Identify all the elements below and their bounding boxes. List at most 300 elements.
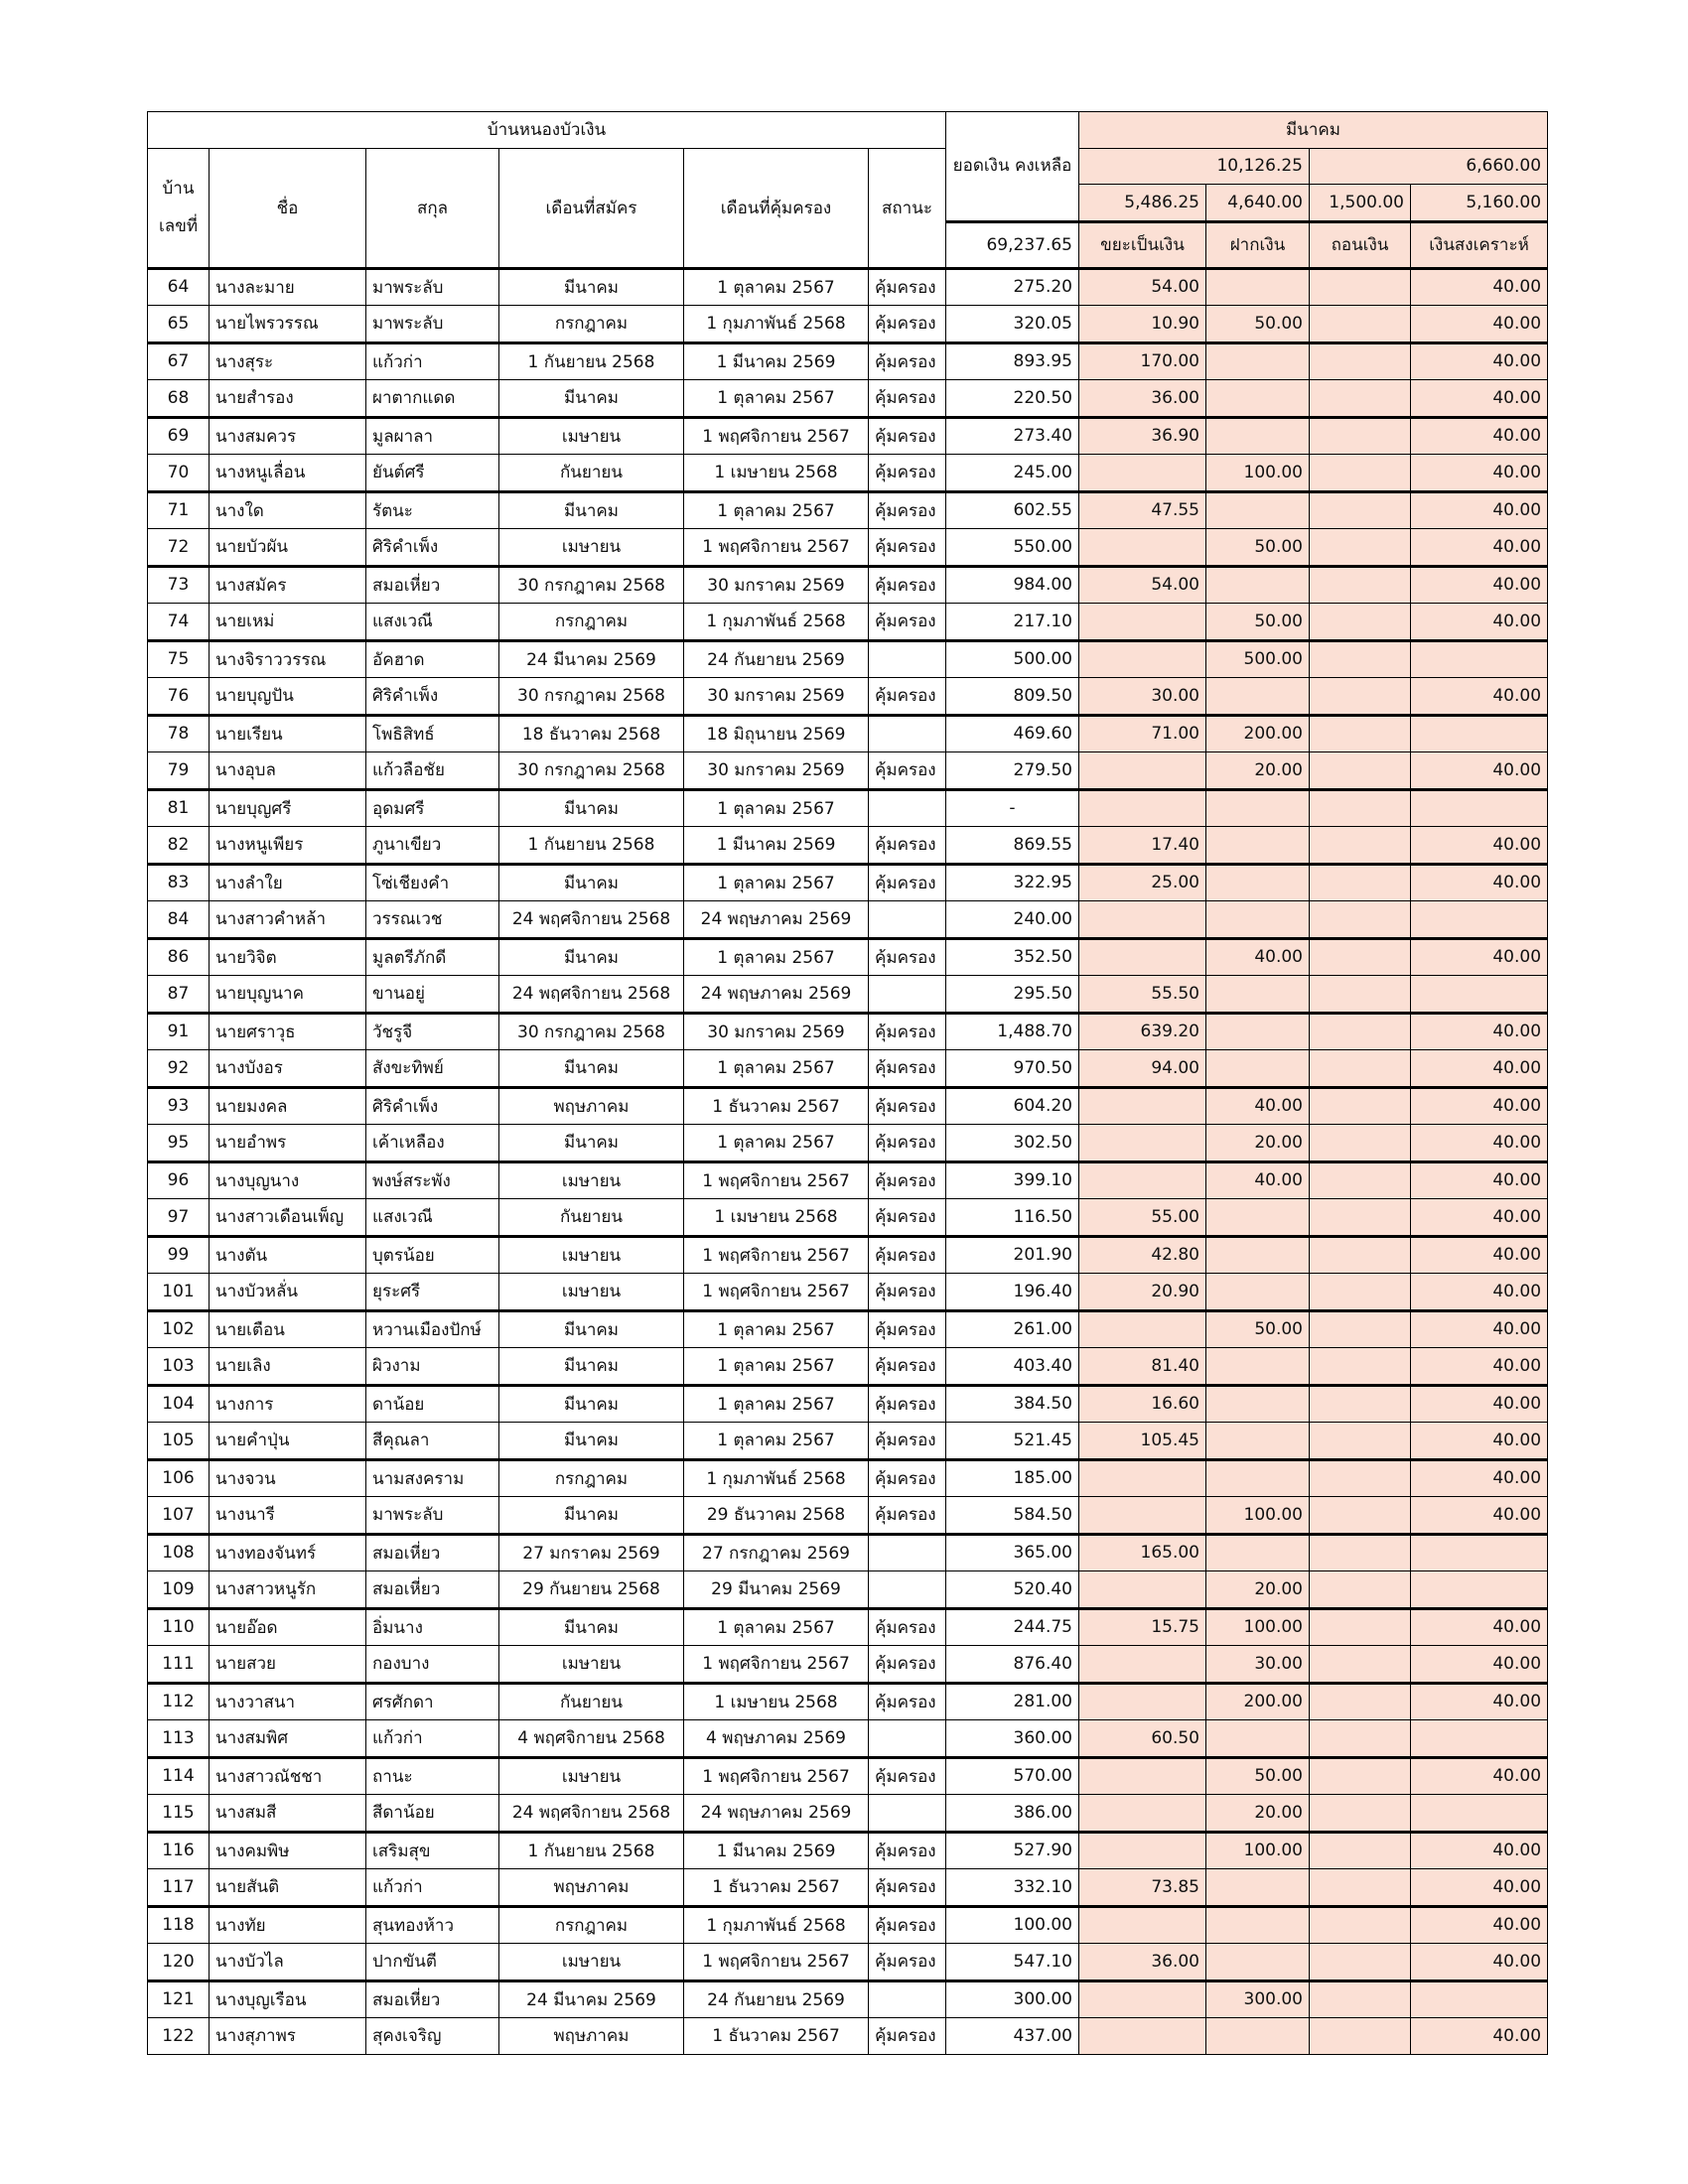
balance-cell: 602.55 [946,491,1079,529]
deposit-cell [1206,1199,1310,1237]
protect-month-cell: 24 พฤษภาคม 2569 [684,1795,869,1833]
balance-cell: 1,488.70 [946,1013,1079,1050]
withdraw-cell [1310,715,1411,752]
balance-cell: 500.00 [946,640,1079,678]
waste-cell [1079,1459,1206,1497]
balance-cell: 893.95 [946,342,1079,380]
deposit-cell [1206,491,1310,529]
month-header: มีนาคม [1079,112,1548,149]
surname-cell: วรรณเวช [366,901,499,939]
surname-cell: บุตรน้อย [366,1236,499,1274]
table-row [148,604,1548,641]
status-cell: คุ้มครอง [869,678,946,716]
apply-month-cell: มีนาคม [499,789,684,827]
welfare-cell [1411,715,1548,752]
house-no-cell: 106 [148,1459,210,1497]
status-cell: คุ้มครอง [869,864,946,901]
balance-cell: 281.00 [946,1683,1079,1720]
welfare-cell: 40.00 [1411,1646,1548,1684]
balance-cell: 240.00 [946,901,1079,939]
table-row [148,901,1548,939]
withdraw-cell [1310,1869,1411,1907]
first-name-cell: นายอ๊อด [210,1608,366,1646]
table-row [148,1980,1548,2018]
withdraw-cell [1310,1125,1411,1162]
first-name-cell: นางทัย [210,1906,366,1944]
surname-cell: อิ่มนาง [366,1608,499,1646]
house-no-cell: 101 [148,1274,210,1311]
first-name-cell: นายสวย [210,1646,366,1684]
balance-cell: 584.50 [946,1497,1079,1535]
balance-cell: 869.55 [946,827,1079,865]
table-title: บ้านหนองบัวเงิน [148,112,946,149]
apply-month-cell: มีนาคม [499,1310,684,1348]
apply-month-cell: มีนาคม [499,938,684,976]
balance-cell: 220.50 [946,380,1079,418]
welfare-cell [1411,640,1548,678]
status-cell: คุ้มครอง [869,1832,946,1869]
surname-cell: วัชรูจี [366,1013,499,1050]
first-name-cell: นางสุภาพร [210,2018,366,2055]
first-name-cell: นางบัวหลั่น [210,1274,366,1311]
first-name-cell: นายคำปุ่น [210,1423,366,1460]
protect-month-cell: 24 กันยายน 2569 [684,640,869,678]
house-no-cell: 81 [148,789,210,827]
house-no-cell: 115 [148,1795,210,1833]
waste-cell: 36.90 [1079,417,1206,455]
deposit-cell: 500.00 [1206,640,1310,678]
deposit-cell [1206,678,1310,716]
first-name-cell: นายศราวุธ [210,1013,366,1050]
protect-month-cell: 1 ธันวาคม 2567 [684,2018,869,2055]
table-row [148,268,1548,306]
table-row [148,752,1548,790]
deposit-cell [1206,1534,1310,1571]
table-row [148,1720,1548,1758]
table-row [148,1571,1548,1609]
table-row [148,1906,1548,1944]
protect-month-cell: 29 ธันวาคม 2568 [684,1497,869,1535]
protect-month-cell: 1 กุมภาพันธ์ 2568 [684,1459,869,1497]
house-no-cell: 78 [148,715,210,752]
apply-month-cell: เมษายน [499,1274,684,1311]
house-no-cell: 104 [148,1385,210,1423]
withdraw-cell [1310,1310,1411,1348]
table-row [148,1310,1548,1348]
apply-month-cell: กันยายน [499,1683,684,1720]
first-name-cell: นางหนูเลื่อน [210,455,366,492]
balance-cell: 279.50 [946,752,1079,790]
house-no-cell: 96 [148,1161,210,1199]
surname-cell: ปากขันตี [366,1944,499,1981]
first-name-cell: นายบุญนาค [210,976,366,1014]
balance-cell: - [946,789,1079,827]
deposit-cell: 40.00 [1206,938,1310,976]
house-no-cell: 103 [148,1348,210,1386]
apply-month-cell: มีนาคม [499,268,684,306]
waste-cell [1079,901,1206,939]
protect-month-cell: 1 พฤศจิกายน 2567 [684,529,869,567]
waste-cell: 10.90 [1079,306,1206,343]
withdraw-cell [1310,1348,1411,1386]
withdraw-cell [1310,529,1411,567]
deposit-cell [1206,1944,1310,1981]
waste-cell: 94.00 [1079,1050,1206,1088]
first-name-cell: นางละมาย [210,268,366,306]
balance-grand-total: 69,237.65 [946,221,1079,268]
house-no-cell: 86 [148,938,210,976]
deposit-cell [1206,789,1310,827]
status-cell: คุ้มครอง [869,1944,946,1981]
table-row [148,678,1548,716]
house-no-cell: 110 [148,1608,210,1646]
first-name-cell: นางวาสนา [210,1683,366,1720]
balance-cell: 244.75 [946,1608,1079,1646]
deposit-cell [1206,1423,1310,1460]
apply-month-cell: 30 กรกฎาคม 2568 [499,752,684,790]
table-row [148,1646,1548,1684]
house-no-cell: 113 [148,1720,210,1758]
table-row [148,1236,1548,1274]
deposit-cell: 20.00 [1206,1125,1310,1162]
balance-cell: 100.00 [946,1906,1079,1944]
table-row [148,417,1548,455]
total-withdraw: 1,500.00 [1310,185,1411,222]
status-cell: คุ้มครอง [869,1087,946,1125]
withdraw-cell [1310,976,1411,1014]
status-cell: คุ้มครอง [869,268,946,306]
first-name-cell: นายสันติ [210,1869,366,1907]
waste-cell: 25.00 [1079,864,1206,901]
status-cell: คุ้มครอง [869,1757,946,1795]
surname-cell: ผิวงาม [366,1348,499,1386]
waste-cell [1079,2018,1206,2055]
house-no-header: บ้าน เลขที่ [148,148,210,268]
protect-month-cell: 1 ตุลาคม 2567 [684,1310,869,1348]
deposit-cell [1206,901,1310,939]
protect-month-cell: 1 ตุลาคม 2567 [684,789,869,827]
welfare-cell: 40.00 [1411,455,1548,492]
ledger-body [148,268,1548,2054]
protect-month-header: เดือนที่คุ้มครอง [684,148,869,268]
surname-cell: ศรศักดา [366,1683,499,1720]
withdraw-cell [1310,306,1411,343]
table-row [148,1497,1548,1535]
status-cell [869,640,946,678]
withdraw-cell [1310,938,1411,976]
deposit-cell [1206,268,1310,306]
apply-month-cell: มีนาคม [499,1050,684,1088]
protect-month-cell: 27 กรกฎาคม 2569 [684,1534,869,1571]
apply-month-cell: มีนาคม [499,1608,684,1646]
protect-month-cell: 1 ตุลาคม 2567 [684,864,869,901]
protect-month-cell: 1 ธันวาคม 2567 [684,1869,869,1907]
withdraw-cell [1310,1087,1411,1125]
protect-month-cell: 1 ตุลาคม 2567 [684,1348,869,1386]
welfare-cell [1411,1795,1548,1833]
status-cell: คุ้มครอง [869,566,946,604]
apply-month-cell: มีนาคม [499,1385,684,1423]
house-no-cell: 114 [148,1757,210,1795]
first-name-cell: นายบัวผัน [210,529,366,567]
first-name-cell: นางบัวไล [210,1944,366,1981]
table-row [148,1161,1548,1199]
first-name-cell: นางนารี [210,1497,366,1535]
surname-cell: แก้วก่า [366,1869,499,1907]
withdraw-cell [1310,1013,1411,1050]
status-header: สถานะ [869,148,946,268]
first-name-cell: นายเลิง [210,1348,366,1386]
status-cell [869,1795,946,1833]
welfare-cell [1411,1534,1548,1571]
waste-cell [1079,1646,1206,1684]
withdraw-cell [1310,417,1411,455]
balance-cell: 320.05 [946,306,1079,343]
status-cell: คุ้มครอง [869,1459,946,1497]
table-row [148,1683,1548,1720]
waste-cell [1079,1906,1206,1944]
table-row [148,1199,1548,1237]
protect-month-cell: 1 เมษายน 2568 [684,1683,869,1720]
first-name-cell: นางสุระ [210,342,366,380]
surname-cell: ภูนาเขียว [366,827,499,865]
welfare-cell: 40.00 [1411,1274,1548,1311]
apply-month-cell: กันยายน [499,1199,684,1237]
balance-cell: 403.40 [946,1348,1079,1386]
protect-month-cell: 1 ตุลาคม 2567 [684,268,869,306]
table-row [148,306,1548,343]
house-no-cell: 65 [148,306,210,343]
status-cell: คุ้มครอง [869,1906,946,1944]
waste-cell: 81.40 [1079,1348,1206,1386]
surname-cell: ดาน้อย [366,1385,499,1423]
balance-cell: 245.00 [946,455,1079,492]
deposit-cell [1206,417,1310,455]
surname-cell: สุนทองห้าว [366,1906,499,1944]
table-row [148,1832,1548,1869]
table-row [148,1423,1548,1460]
first-name-cell: นางจวน [210,1459,366,1497]
apply-month-cell: 18 ธันวาคม 2568 [499,715,684,752]
house-no-cell: 82 [148,827,210,865]
welfare-cell: 40.00 [1411,1013,1548,1050]
apply-month-cell: 4 พฤศจิกายน 2568 [499,1720,684,1758]
welfare-cell: 40.00 [1411,938,1548,976]
house-no-cell: 95 [148,1125,210,1162]
welfare-cell: 40.00 [1411,1125,1548,1162]
withdraw-cell [1310,604,1411,641]
welfare-cell: 40.00 [1411,1423,1548,1460]
deposit-cell: 200.00 [1206,1683,1310,1720]
house-no-cell: 97 [148,1199,210,1237]
first-name-cell: นายวิจิต [210,938,366,976]
table-row [148,1087,1548,1125]
deposit-cell [1206,827,1310,865]
waste-cell [1079,1795,1206,1833]
surname-cell: ศิริคำเพ็ง [366,678,499,716]
deposit-cell [1206,1906,1310,1944]
deposit-cell: 100.00 [1206,1832,1310,1869]
house-no-cell: 70 [148,455,210,492]
surname-cell: สุคงเจริญ [366,2018,499,2055]
first-name-cell: นายเตือน [210,1310,366,1348]
waste-cell: 42.80 [1079,1236,1206,1274]
withdraw-cell [1310,1497,1411,1535]
welfare-cell: 40.00 [1411,752,1548,790]
apply-month-cell: 24 พฤศจิกายน 2568 [499,1795,684,1833]
welfare-cell: 40.00 [1411,380,1548,418]
first-name-cell: นางบังอร [210,1050,366,1088]
deposit-cell [1206,566,1310,604]
table-row [148,1534,1548,1571]
surname-cell: มาพระลับ [366,1497,499,1535]
balance-cell: 116.50 [946,1199,1079,1237]
welfare-cell [1411,789,1548,827]
withdraw-cell [1310,342,1411,380]
first-name-cell: นายอำพร [210,1125,366,1162]
total-welfare: 5,160.00 [1411,185,1548,222]
protect-month-cell: 1 กุมภาพันธ์ 2568 [684,306,869,343]
house-no-cell: 116 [148,1832,210,1869]
withdraw-cell [1310,1199,1411,1237]
surname-cell: เสริมสุข [366,1832,499,1869]
status-cell: คุ้มครอง [869,491,946,529]
deposit-cell: 50.00 [1206,1310,1310,1348]
balance-cell: 332.10 [946,1869,1079,1907]
surname-cell: นามสงคราม [366,1459,499,1497]
apply-month-cell: 30 กรกฎาคม 2568 [499,678,684,716]
house-no-cell: 73 [148,566,210,604]
surname-cell: สมอเหี่ยว [366,1534,499,1571]
apply-month-cell: กันยายน [499,455,684,492]
withdraw-cell [1310,1236,1411,1274]
protect-month-cell: 1 ตุลาคม 2567 [684,1385,869,1423]
status-cell: คุ้มครอง [869,306,946,343]
status-cell: คุ้มครอง [869,1125,946,1162]
house-no-cell: 87 [148,976,210,1014]
table-row [148,1459,1548,1497]
waste-cell [1079,1757,1206,1795]
apply-month-cell: มีนาคม [499,1423,684,1460]
deposit-cell [1206,864,1310,901]
welfare-cell: 40.00 [1411,342,1548,380]
table-row [148,789,1548,827]
welfare-cell: 40.00 [1411,1310,1548,1348]
status-cell [869,1980,946,2018]
table-row [148,1050,1548,1088]
deposit-cell [1206,1236,1310,1274]
first-name-cell: นางการ [210,1385,366,1423]
waste-cell: 20.90 [1079,1274,1206,1311]
welfare-cell: 40.00 [1411,827,1548,865]
balance-cell: 302.50 [946,1125,1079,1162]
withdraw-cell [1310,1534,1411,1571]
protect-month-cell: 1 ตุลาคม 2567 [684,1608,869,1646]
first-name-cell: นางใด [210,491,366,529]
first-name-cell: นายเรียน [210,715,366,752]
first-name-cell: นายบุญศรี [210,789,366,827]
deposit-cell [1206,342,1310,380]
house-no-cell: 92 [148,1050,210,1088]
welfare-cell: 40.00 [1411,1199,1548,1237]
apply-month-cell: พฤษภาคม [499,2018,684,2055]
balance-cell: 201.90 [946,1236,1079,1274]
surname-cell: แสงเวณี [366,1199,499,1237]
waste-cell [1079,1087,1206,1125]
waste-cell: 30.00 [1079,678,1206,716]
apply-month-cell: 24 มีนาคม 2569 [499,1980,684,2018]
apply-month-cell: มีนาคม [499,1348,684,1386]
balance-header: ยอดเงิน คงเหลือ [946,112,1079,222]
welfare-cell: 40.00 [1411,529,1548,567]
apply-month-cell: พฤษภาคม [499,1869,684,1907]
welfare-cell: 40.00 [1411,268,1548,306]
status-cell [869,715,946,752]
deposit-cell: 100.00 [1206,1608,1310,1646]
deposit-cell [1206,1385,1310,1423]
status-cell: คุ้มครอง [869,1348,946,1386]
waste-cell: 71.00 [1079,715,1206,752]
protect-month-cell: 1 ตุลาคม 2567 [684,1050,869,1088]
apply-month-cell: 29 กันยายน 2568 [499,1571,684,1609]
table-row [148,1274,1548,1311]
apply-month-cell: 1 กันยายน 2568 [499,342,684,380]
welfare-cell: 40.00 [1411,1683,1548,1720]
status-cell: คุ้มครอง [869,342,946,380]
protect-month-cell: 1 พฤศจิกายน 2567 [684,1944,869,1981]
apply-month-cell: มีนาคม [499,1125,684,1162]
status-cell: คุ้มครอง [869,1013,946,1050]
withdraw-cell [1310,1980,1411,2018]
protect-month-cell: 1 พฤศจิกายน 2567 [684,1757,869,1795]
deposit-cell [1206,1050,1310,1088]
welfare-cell: 40.00 [1411,864,1548,901]
balance-cell: 352.50 [946,938,1079,976]
table-row [148,640,1548,678]
table-row [148,1125,1548,1162]
status-cell: คุ้มครอง [869,1050,946,1088]
savings-ledger-table [147,111,1548,2055]
surname-cell: สมอเหี่ยว [366,566,499,604]
status-cell: คุ้มครอง [869,1608,946,1646]
surname-cell: แสงเวณี [366,604,499,641]
first-name-cell: นางตัน [210,1236,366,1274]
deposit-cell [1206,1274,1310,1311]
surname-cell: มูลผาลา [366,417,499,455]
col-label-waste: ขยะเป็นเงิน [1079,221,1206,268]
first-name-cell: นายสำรอง [210,380,366,418]
status-cell: คุ้มครอง [869,1310,946,1348]
waste-cell: 54.00 [1079,268,1206,306]
withdraw-cell [1310,1274,1411,1311]
status-cell: คุ้มครอง [869,1683,946,1720]
table-row [148,380,1548,418]
first-name-header: ชื่อ [210,148,366,268]
welfare-cell [1411,1980,1548,2018]
status-cell [869,789,946,827]
apply-month-cell: 30 กรกฎาคม 2568 [499,1013,684,1050]
surname-cell: อุดมศรี [366,789,499,827]
balance-cell: 469.60 [946,715,1079,752]
table-row [148,827,1548,865]
protect-month-cell: 1 เมษายน 2568 [684,455,869,492]
first-name-cell: นางบุญนาง [210,1161,366,1199]
withdraw-cell [1310,901,1411,939]
table-row [148,1869,1548,1907]
surname-cell: โพธิสิทธ์ [366,715,499,752]
total-waste: 5,486.25 [1079,185,1206,222]
apply-month-cell: มีนาคม [499,491,684,529]
